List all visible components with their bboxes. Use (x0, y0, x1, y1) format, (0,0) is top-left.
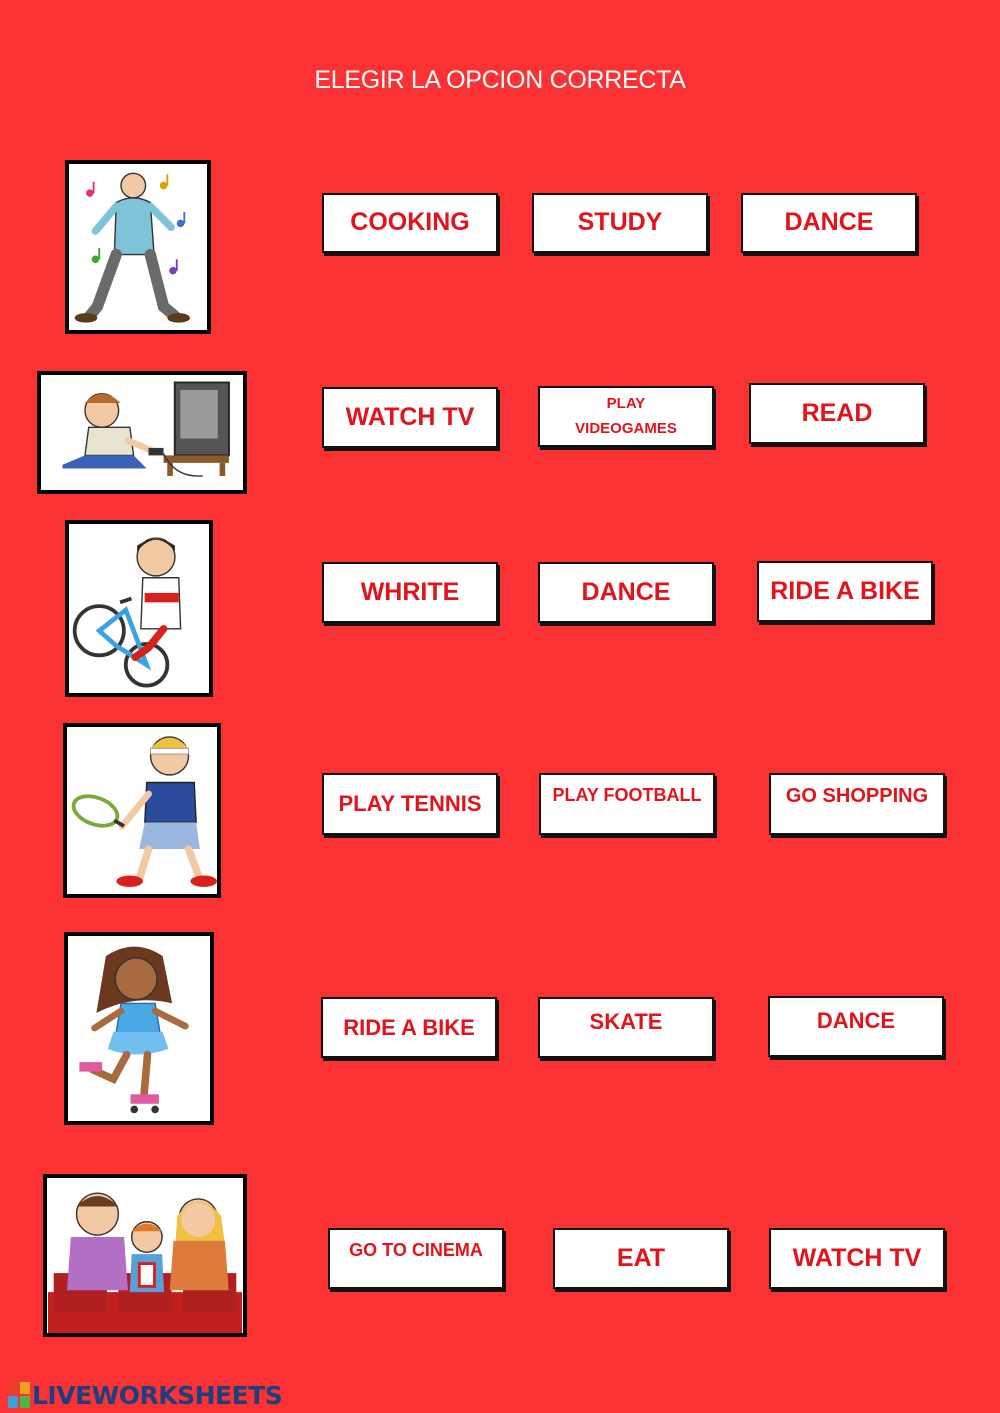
option-cooking[interactable]: COOKING (322, 193, 498, 253)
option-ride-a-bike[interactable]: RIDE A BIKE (321, 997, 497, 1058)
option-ride-a-bike[interactable]: RIDE A BIKE (757, 561, 933, 622)
boy-playing-videogames-picture (37, 371, 247, 494)
girl-skating-picture (64, 932, 214, 1125)
option-go-shopping[interactable]: GO SHOPPING (769, 773, 945, 835)
option-play-videogames[interactable] (538, 386, 714, 447)
dancing-man-picture (65, 160, 211, 334)
option-watch-tv[interactable]: WATCH TV (322, 387, 498, 448)
liveworksheets-brand[interactable] (8, 1378, 282, 1412)
option-dance[interactable]: DANCE (768, 996, 944, 1057)
option-read[interactable]: READ (749, 383, 925, 444)
option-play-tennis[interactable]: PLAY TENNIS (322, 773, 498, 835)
liveworksheets-brand-text: LIVEWORKSHEETS (32, 1380, 283, 1410)
option-eat[interactable]: EAT (553, 1228, 729, 1289)
option-play-videogames-line1: PLAY (606, 394, 646, 412)
option-watch-tv[interactable]: WATCH TV (769, 1228, 945, 1289)
option-study[interactable]: STUDY (532, 193, 708, 253)
liveworksheets-logo-icon (8, 1382, 30, 1408)
family-at-cinema-picture (43, 1174, 247, 1337)
option-go-to-cinema[interactable]: GO TO CINEMA (328, 1228, 504, 1289)
boy-playing-tennis-picture (63, 723, 221, 898)
option-skate[interactable]: SKATE (538, 997, 714, 1058)
boy-riding-bike-picture (65, 520, 213, 697)
option-dance[interactable]: DANCE (741, 193, 917, 253)
page-title: ELEGIR LA OPCION CORRECTA (314, 66, 686, 94)
option-play-videogames-line2: VIDEOGAMES (575, 419, 677, 437)
option-play-football[interactable]: PLAY FOOTBALL (539, 773, 715, 835)
option-dance[interactable]: DANCE (538, 562, 714, 623)
option-whrite[interactable]: WHRITE (322, 562, 498, 623)
